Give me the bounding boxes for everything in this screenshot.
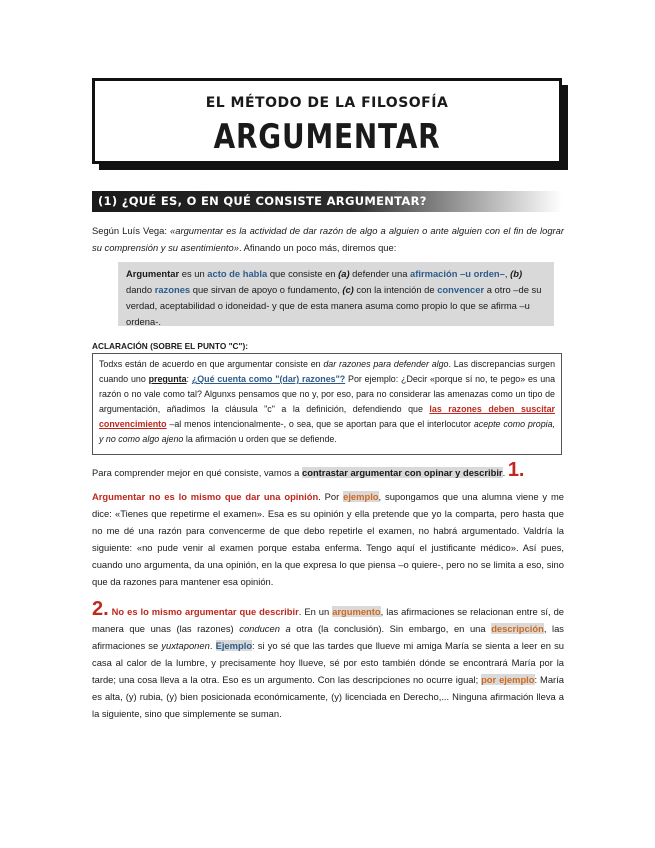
aclar-text: Todxs están de acuerdo en que argumentar consiste en [99, 359, 324, 369]
def-text: a otro –de su verdad, aceptabilidad o idoneidad- y que de esta manera asuma como propio lo que se afirma –u ordena-. [126, 284, 542, 327]
point2-text: . [209, 640, 216, 651]
point1-paragraph [92, 488, 564, 590]
point2-text: , las afirmaciones se relacionan entre sí, de manera que unas (las razones) [92, 606, 564, 634]
compare-text: Para comprender mejor en qué consiste, vamos a [92, 467, 302, 478]
def-text: que consiste en [267, 268, 339, 279]
aclar-text: Por ejemplo: ¿Decir «porque sí no, te pego» es una razón o no vale como tal? Algunxs pensamos que no y, por eso, para no considerar las amenazas como un tipo de argumentación, añadimos la cláusula "c" a la definición, defendiendo que [99, 374, 556, 414]
point-number-2: 2. [92, 598, 109, 620]
title-main: ARGUMENTAR [213, 117, 441, 157]
aclar-text: . Las discrepancias surgen cuando uno [99, 359, 556, 384]
def-razones: razones [154, 284, 191, 295]
point2-ejemplo: Ejemplo [215, 640, 253, 651]
def-b: (b) [510, 268, 523, 279]
compare-highlight: contrastar argumentar con opinar y describir [302, 467, 503, 478]
aclar-pregunta: pregunta [148, 374, 187, 384]
point2-italic: conducen a [239, 623, 291, 634]
point2-title: No es lo mismo argumentar que describir [108, 606, 299, 617]
point-number-1: 1. [507, 459, 525, 481]
point2-text: , las afirmaciones se [92, 623, 564, 651]
intro-paragraph [92, 222, 564, 256]
def-c: (c) [342, 284, 354, 295]
point1-text: , supongamos que una alumna viene y me dice: «Tienes que repetirme el examen». Esa es su opinión y ella pretende que yo la comparta, pero hasta que no me dé una razón para convencerme de que debo repetirle el examen, no habrá argumentado. Valdría la siguiente: «no pude venir al examen porque estaba enferma. Tengo aquí el justificante médico». Así pues, cuando uno argumenta, da una opinión, en la que expresa lo que piensa –o quiere-, pero no se limita a eso, sino que da razones para mantener esa opinión. [92, 491, 564, 587]
section-heading-bar [92, 191, 562, 212]
point1-text: . Por [318, 491, 344, 502]
point2-text: . En un [298, 606, 333, 617]
point2-italic: yuxtaponen [161, 640, 210, 651]
def-text: es un [179, 268, 208, 279]
def-convencer: convencer [437, 284, 485, 295]
intro-lead: Según Luís Vega: [92, 225, 171, 236]
def-text: dando [126, 284, 155, 295]
title-box [92, 78, 562, 164]
point2-text: : María es alta, (y) rubia, (y) bien posicionada económicamente, (y) licenciada en Derecho,... Ninguna afirmación lleva a la siguiente, sino que simplemente se suman. [92, 674, 564, 719]
aclar-italic: dar razones para defender algo [323, 359, 449, 369]
aclaracion-heading: ACLARACIÓN (SOBRE EL PUNTO "C"): [92, 341, 248, 351]
point1-title: Argumentar no es lo mismo que dar una opinión [92, 491, 319, 502]
section-heading: (1) ¿QUÉ ES, O EN QUÉ CONSISTE ARGUMENTAR? [98, 194, 427, 208]
aclar-question: ¿Qué cuenta como "(dar) razones"? [191, 374, 346, 384]
aclar-text: : [186, 374, 192, 384]
point2-text: otra (la conclusión). Sin embargo, en una [290, 623, 492, 634]
aclar-italic: acepte como propia, y no como algo ajeno [99, 419, 556, 444]
def-text: defender una [349, 268, 411, 279]
def-afirmacion: afirmación –u orden– [410, 268, 505, 279]
compare-text: . [502, 467, 508, 478]
aclar-text: –al menos intencionalmente-, o sea, que se aportan para que el interlocutor [166, 419, 474, 429]
def-term: Argumentar [126, 268, 180, 279]
def-text: con la intención de [353, 284, 438, 295]
definition-box [118, 262, 554, 326]
intro-quote: «argumentar es la actividad de dar razón de algo a alguien o ante alguien con el fin de lograr su comprensión y su asentimiento» [92, 225, 564, 253]
aclar-text: la afirmación u orden que se defiende. [183, 434, 337, 444]
def-text: , [504, 268, 511, 279]
aclaracion-box [92, 353, 562, 455]
def-acto: acto de habla [207, 268, 268, 279]
point2-por-ejemplo: por ejemplo [481, 674, 535, 685]
def-text: que sirvan de apoyo o fundamento, [190, 284, 343, 295]
point2-descripcion: descripción [491, 623, 544, 634]
point2-argumento: argumento [332, 606, 381, 617]
point2-text: : si yo sé que las tardes que llueve mi amiga María se sienta a leer en su casa al calor de la lumbre, y precisamente hoy llueve, sé por esto también dónde se encontrará María por la tarde; una cosa lleva a la otra. Eso es un argumento. Con las descripciones no ocurre igual; [92, 640, 564, 685]
point1-ejemplo: ejemplo [343, 491, 379, 502]
compare-paragraph [92, 459, 564, 481]
intro-tail: . Afinando un poco más, diremos que: [238, 242, 397, 253]
aclar-convencimiento: las razones deben suscitar convencimiento [99, 404, 555, 429]
point2-paragraph [92, 598, 564, 722]
def-a: (a) [338, 268, 350, 279]
title-top: EL MÉTODO DE LA FILOSOFÍA [205, 95, 449, 111]
